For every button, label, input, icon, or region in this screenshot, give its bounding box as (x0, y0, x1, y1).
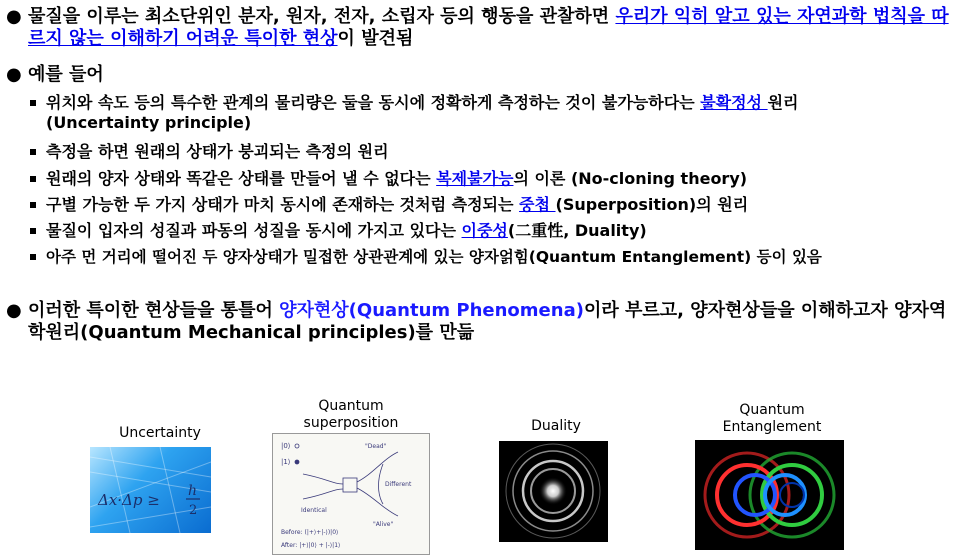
sub-item-uncertainty (30, 93, 960, 133)
sub-1-suffix: 원리 (767, 93, 799, 112)
bullet-1-suffix: 이 발견됨 (337, 28, 414, 49)
caption-entanglement: Quantum Entanglement (722, 402, 822, 435)
uncertainty-denominator: 2 (189, 503, 198, 518)
bullet-dot: ● (6, 64, 22, 85)
sub-6-text: 아주 먼 거리에 떨어진 두 양자상태가 밀접한 상관관계에 있는 양자얽힘(Quantum Entanglement) 등이 있음 (46, 248, 822, 266)
square-bullet (30, 228, 36, 234)
bullet-1-text: 물질을 이루는 최소단위인 분자, 원자, 전자, 소립자 등의 행동을 관찰하면 (28, 6, 616, 27)
square-bullet (30, 202, 36, 208)
sub-3-text: 원래의 양자 상태와 똑같은 상태를 만들어 낼 수 없다는 (46, 169, 437, 188)
superposition-sketch (272, 433, 430, 555)
square-bullet (30, 100, 36, 106)
square-bullet (30, 176, 36, 182)
svg-text:"Alive": "Alive" (373, 521, 394, 528)
svg-text:Identical: Identical (301, 507, 327, 514)
svg-text:Different: Different (385, 481, 412, 488)
sub-item-duality (30, 221, 647, 241)
bullet-dot: ● (6, 6, 22, 27)
bullet-3-highlight: 양자현상(Quantum Phenomena) (279, 300, 584, 321)
bullet-1-link[interactable]: 우리가 익히 알고 있는 자연과학 법칙을 따르지 않는 이해하기 어려운 특이한 현상 (28, 6, 949, 49)
entanglement-graphic (695, 440, 844, 550)
uncertainty-formula: Δx·Δp ≥ (98, 491, 160, 509)
bullet-3-suffix: 이라 부르고, 양자현상들을 이해하고자 양자역학원리(Quantum Mechanical principles)를 만듦 (28, 300, 947, 343)
sub-2-text: 측정을 하면 원래의 상태가 붕괴되는 측정의 원리 (46, 142, 389, 161)
square-bullet (30, 254, 36, 260)
svg-text:|0⟩: |0⟩ (281, 442, 291, 450)
bullet-3-text: 이러한 특이한 현상들을 통틀어 (28, 300, 280, 321)
superposition-graphic (273, 434, 429, 554)
sub-5-link[interactable]: 이중성 (461, 221, 508, 240)
sub-1-text: 위치와 속도 등의 특수한 관계의 물리량은 둘을 동시에 정확하게 측정하는 것이 불가능하다는 (46, 93, 701, 112)
bullet-2-text: 예를 들어 (28, 64, 104, 85)
svg-text:Before: (|+⟩+|-⟩)|0⟩: Before: (|+⟩+|-⟩)|0⟩ (281, 529, 339, 536)
svg-text:"Dead": "Dead" (365, 443, 387, 450)
sub-1-link[interactable]: 불확정성 (700, 93, 768, 112)
svg-text:After: |+⟩|0⟩ + |-⟩|1⟩: After: |+⟩|0⟩ + |-⟩|1⟩ (281, 542, 341, 549)
sub-4-link[interactable]: 중첩 (519, 195, 556, 214)
entanglement-image (695, 440, 844, 550)
uncertainty-numerator: h (188, 483, 198, 499)
bullet-observation (6, 6, 961, 50)
uncertainty-graphic (90, 447, 211, 533)
duality-graphic (499, 441, 608, 542)
sub-item-entanglement (30, 247, 965, 267)
sub-3-link[interactable]: 복제불가능 (436, 169, 514, 188)
bullet-example (6, 64, 104, 86)
sub-1-line2: (Uncertainty principle) (46, 113, 252, 132)
duality-image (499, 441, 608, 542)
sub-4-suffix: (Superposition)의 원리 (555, 195, 749, 214)
sub-5-text: 물질이 입자의 성질과 파동의 성질을 동시에 가지고 있다는 (46, 221, 462, 240)
caption-superposition: Quantum superposition (303, 398, 399, 431)
sub-item-measurement (30, 142, 389, 162)
caption-duality: Duality (531, 418, 581, 434)
sub-5-suffix: (二重性, Duality) (507, 221, 647, 240)
sub-3-suffix: 의 이론 (No-cloning theory) (513, 169, 748, 188)
sub-item-superposition (30, 195, 748, 215)
bullet-phenomena (6, 300, 961, 344)
sub-4-text: 구별 가능한 두 가지 상태가 마치 동시에 존재하는 것처럼 측정되는 (46, 195, 520, 214)
caption-uncertainty: Uncertainty (119, 425, 201, 441)
square-bullet (30, 149, 36, 155)
sub-item-no-cloning (30, 169, 747, 189)
bullet-dot: ● (6, 300, 22, 321)
uncertainty-image (90, 447, 211, 533)
svg-text:|1⟩: |1⟩ (281, 458, 291, 466)
